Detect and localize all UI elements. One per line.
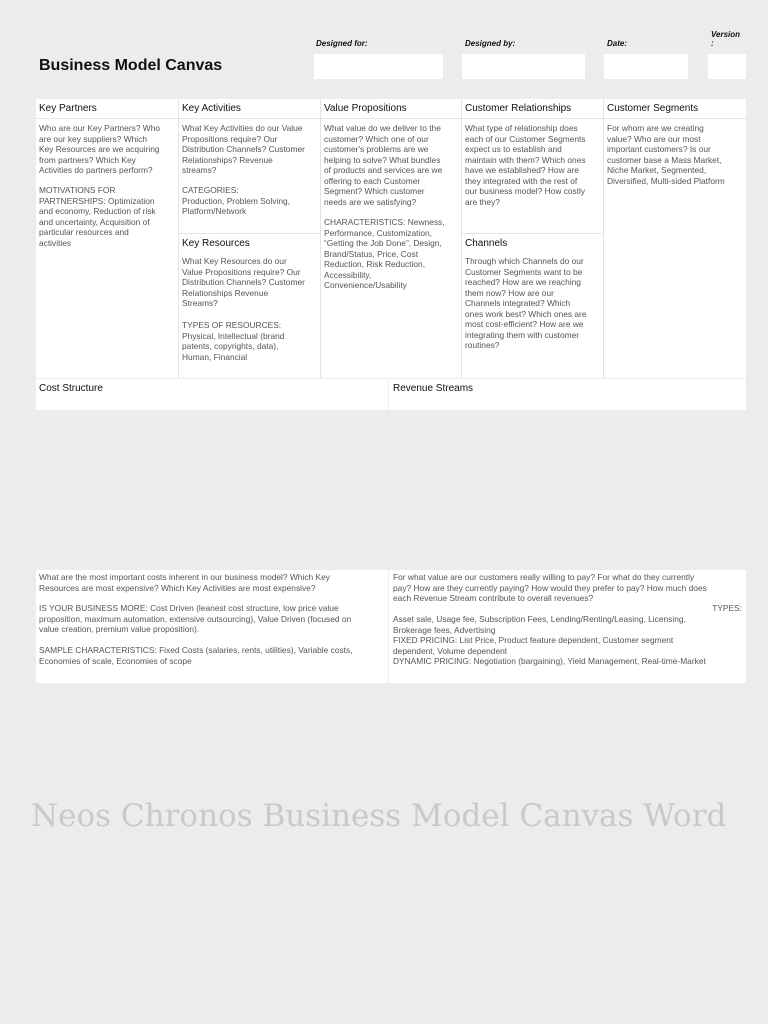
title-row-divider — [36, 118, 746, 119]
key-activities-section — [179, 99, 320, 233]
key-resources-section — [179, 234, 320, 378]
channels-title: Channels — [465, 238, 508, 249]
customer-segments-text: For whom are we creating value? Who are our most important customers? Is our customer base a Mass Market, Niche Market, Segmented, Diversified, Multi-sided Platform — [607, 123, 725, 186]
key-activities-text: What Key Activities do our Value Propositions require? Our Distribution Channels? Customer Relationships? Revenue streams? — [182, 123, 305, 175]
page-title: Business Model Canvas — [39, 57, 223, 74]
revenue-streams-pricing: Asset sale, Usage fee, Subscription Fees, Lending/Renting/Leasing, Licensing, Brokerage fees, Advertising FIXED PRICING: List Price, Product feature dependent, Customer segment dependent, Volume dependent DYNAMIC PRICING: Negotiation (bargaining), Yield Management, Real-time-Market — [393, 614, 706, 666]
key-partners-text: Who are our Key Partners? Who are our key suppliers? Which Key Resources are we acquiring from partners? Which Key Activities do partners perform? — [39, 123, 161, 175]
customer-segments-title: Customer Segments — [607, 103, 699, 114]
version-label: Version : — [711, 30, 741, 48]
customer-relationships-title: Customer Relationships — [465, 103, 572, 114]
date-label: Date: — [607, 39, 628, 48]
revenue-streams-header — [389, 379, 746, 410]
key-resources-types: TYPES OF RESOURCES: Physical, Intellectual (brand patents, copyrights, data), Human, Financial — [182, 320, 285, 362]
canvas-top-grid — [36, 99, 746, 378]
cost-structure-section — [36, 570, 388, 683]
customer-relationships-text: What type of relationship does each of our Customer Segments expect us to establish and maintain with them? Which ones have we established? How are they integrated with the rest of our business model? How costly are they? — [465, 123, 586, 207]
designed-for-field[interactable] — [314, 54, 443, 79]
revenue-streams-types-label: TYPES: — [712, 603, 742, 613]
designed-by-label: Designed by: — [465, 39, 516, 48]
channels-text: Through which Channels do our Customer Segments want to be reached? How are we reaching them now? How are our Channels integrated? Which ones work best? Which ones are most cost-efficient? How are we integrating them with customer routines? — [465, 256, 587, 350]
key-resources-title: Key Resources — [182, 238, 250, 249]
watermark-caption: Neos Chronos Business Model Canvas Word — [31, 798, 727, 834]
revenue-streams-text: For what value are our customers really willing to pay? For what do they currently pay? How are they currently paying? How would they prefer to pay? How much does each Revenue Stream contribute to overall revenues? — [393, 572, 707, 603]
customer-segments-section — [604, 99, 746, 378]
channels-section — [462, 234, 603, 378]
version-field[interactable] — [708, 54, 746, 79]
key-activities-title: Key Activities — [182, 103, 241, 114]
value-propositions-section — [321, 99, 461, 378]
key-resources-text: What Key Resources do our Value Propositions require? Our Distribution Channels? Customer Relationships Revenue Streams? — [182, 256, 305, 308]
value-propositions-text: What value do we deliver to the customer? Which one of our customer's problems are we helping to solve? What bundles of products and services are we offering to each Customer Segment? Which customer needs are we satisfying? — [324, 123, 443, 207]
key-partners-motivations: MOTIVATIONS FOR PARTNERSHIPS: Optimization and economy, Reduction of risk and uncertainty, Acquisition of particular resources and activities — [39, 185, 156, 248]
designed-by-field[interactable] — [462, 54, 585, 79]
revenue-streams-section — [389, 570, 746, 683]
revenue-streams-title: Revenue Streams — [393, 383, 474, 394]
cost-structure-header — [36, 379, 388, 410]
cost-structure-business-type: IS YOUR BUSINESS MORE: Cost Driven (leanest cost structure, low price value proposition, maximum automation, extensive outsourcing), Value Driven (focused on value creation, premium value proposition). — [39, 603, 352, 634]
designed-for-label: Designed for: — [316, 39, 368, 48]
value-propositions-title: Value Propositions — [324, 103, 407, 114]
key-partners-section — [36, 99, 178, 378]
key-partners-title: Key Partners — [39, 103, 97, 114]
date-field[interactable] — [604, 54, 688, 79]
cost-structure-text: What are the most important costs inherent in our business model? Which Key Resources are most expensive? Which Key Activities are most expensive? — [39, 572, 330, 593]
cost-structure-characteristics: SAMPLE CHARACTERISTICS: Fixed Costs (salaries, rents, utilities), Variable costs, Economies of scale, Economies of scope — [39, 645, 353, 666]
value-propositions-characteristics: CHARACTERISTICS: Newness, Performance, Customization, “Getting the Job Done”, Design, Brand/Status, Price, Cost Reduction, Risk Reduction, Accessibility, Convenience/Usability — [324, 217, 445, 290]
key-activities-categories: CATEGORIES: Production, Problem Solving, Platform/Network — [182, 185, 290, 216]
customer-relationships-section — [462, 99, 603, 233]
cost-structure-title: Cost Structure — [39, 383, 103, 394]
